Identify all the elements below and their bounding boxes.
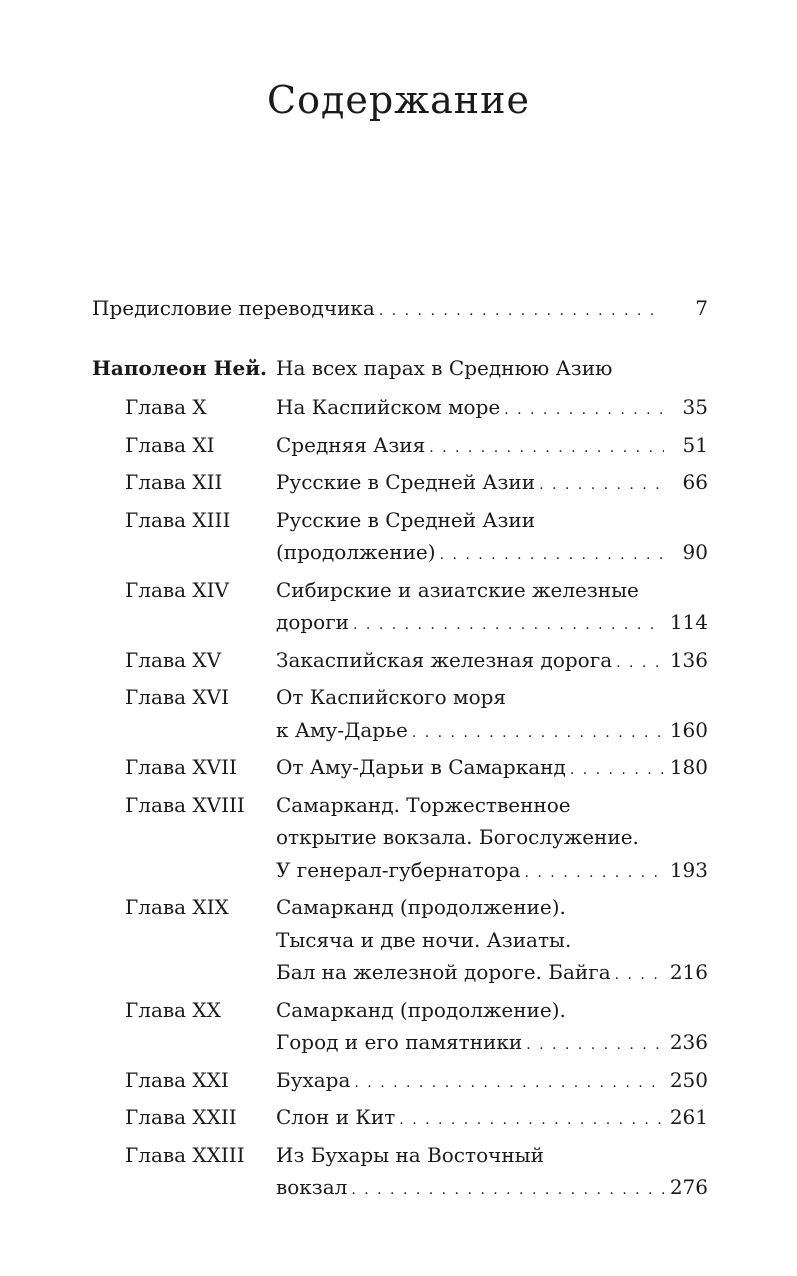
chapter-title-line: Сибирские и азиатские железные bbox=[276, 577, 639, 602]
page-number: 180 bbox=[669, 755, 708, 779]
chapter-title-line: Самарканд. Торжественное bbox=[276, 792, 571, 817]
chapter-title-line: Русские в Средней Азии bbox=[276, 470, 536, 494]
page-number: 35 bbox=[682, 395, 708, 419]
page-number: 193 bbox=[669, 857, 708, 882]
chapter-label: Глава X bbox=[125, 395, 207, 419]
chapter-label: Глава XIII bbox=[125, 507, 231, 532]
chapter-label: Глава XI bbox=[125, 432, 215, 457]
leader-dots bbox=[525, 865, 665, 881]
chapter-label: Глава XXIII bbox=[125, 1142, 245, 1167]
chapter-label: Глава XVII bbox=[125, 755, 237, 779]
chapter-title-line: Бухара bbox=[276, 1067, 351, 1092]
leader-dots bbox=[399, 1112, 664, 1128]
page-number: 261 bbox=[669, 1105, 708, 1129]
chapter-title-line: От Каспийского моря bbox=[276, 685, 507, 709]
leader-dots bbox=[429, 440, 664, 456]
page-number: 136 bbox=[669, 647, 708, 672]
chapter-label: Глава XVI bbox=[125, 685, 229, 709]
chapter-title-line: (продолжение) bbox=[276, 540, 436, 564]
page-number: 236 bbox=[669, 1030, 708, 1054]
chapter-title-line: Слон и Кит bbox=[276, 1105, 396, 1129]
chapter-label: Глава XVIII bbox=[125, 792, 245, 817]
leader-dots bbox=[354, 1075, 664, 1091]
chapter-label: Глава XV bbox=[125, 647, 222, 672]
page-number: 276 bbox=[669, 1175, 708, 1199]
leader-dots bbox=[351, 1182, 664, 1198]
chapter-title-line: открытие вокзала. Богослужение. bbox=[276, 825, 639, 849]
chapter-title-line: Самарканд (продолжение). bbox=[276, 895, 566, 919]
chapter-title-line: Средняя Азия bbox=[276, 432, 426, 457]
page-number: 7 bbox=[695, 296, 708, 320]
page-number: 160 bbox=[669, 717, 708, 742]
chapter-label: Глава XIV bbox=[125, 577, 229, 602]
leader-dots bbox=[412, 725, 664, 741]
chapter-title-line: У генерал-губернатора bbox=[276, 857, 521, 882]
leader-dots bbox=[615, 967, 664, 983]
chapter-title-line: От Аму-Дарьи в Самарканд bbox=[276, 755, 566, 779]
page-number: 114 bbox=[669, 610, 708, 634]
leader-dots bbox=[570, 762, 664, 778]
page-number: 250 bbox=[669, 1067, 708, 1092]
page-title: Содержание bbox=[267, 78, 530, 122]
chapter-title-line: к Аму-Дарье bbox=[276, 717, 408, 742]
chapter-title-line: Бал на железной дороге. Байга bbox=[276, 960, 611, 984]
leader-dots bbox=[539, 477, 664, 493]
chapter-title-line: Тысяча и две ночи. Азиаты. bbox=[276, 927, 572, 952]
page-number: 216 bbox=[669, 960, 708, 984]
page-number: 90 bbox=[682, 540, 708, 564]
chapter-label: Глава XX bbox=[125, 997, 221, 1022]
book-title: На всех парах в Среднюю Азию bbox=[276, 356, 613, 380]
leader-dots bbox=[616, 655, 664, 671]
book-author: Наполеон Ней. bbox=[92, 356, 268, 380]
chapter-title-line: вокзал bbox=[276, 1175, 348, 1199]
leader-dots bbox=[353, 617, 664, 633]
page-number: 51 bbox=[682, 432, 708, 457]
chapter-title-line: Из Бухары на Восточный bbox=[276, 1142, 544, 1167]
leader-dots bbox=[504, 402, 664, 418]
chapter-title-line: На Каспийском море bbox=[276, 395, 501, 419]
chapter-label: Глава XII bbox=[125, 470, 223, 494]
page-number: 66 bbox=[682, 470, 708, 494]
chapter-label: Глава XXII bbox=[125, 1105, 237, 1129]
leader-dots bbox=[379, 303, 664, 319]
leader-dots bbox=[526, 1037, 664, 1053]
leader-dots bbox=[440, 547, 664, 563]
chapter-label: Глава XIX bbox=[125, 895, 229, 919]
chapter-title-line: дороги bbox=[276, 610, 350, 634]
chapter-label: Глава XXI bbox=[125, 1067, 229, 1092]
chapter-title-line: Русские в Средней Азии bbox=[276, 507, 536, 532]
chapter-title-line: Город и его памятники bbox=[276, 1030, 523, 1054]
chapter-title-line: Самарканд (продолжение). bbox=[276, 997, 566, 1022]
chapter-title-line: Закаспийская железная дорога bbox=[276, 647, 613, 672]
preface-text: Предисловие переводчика bbox=[92, 296, 375, 320]
